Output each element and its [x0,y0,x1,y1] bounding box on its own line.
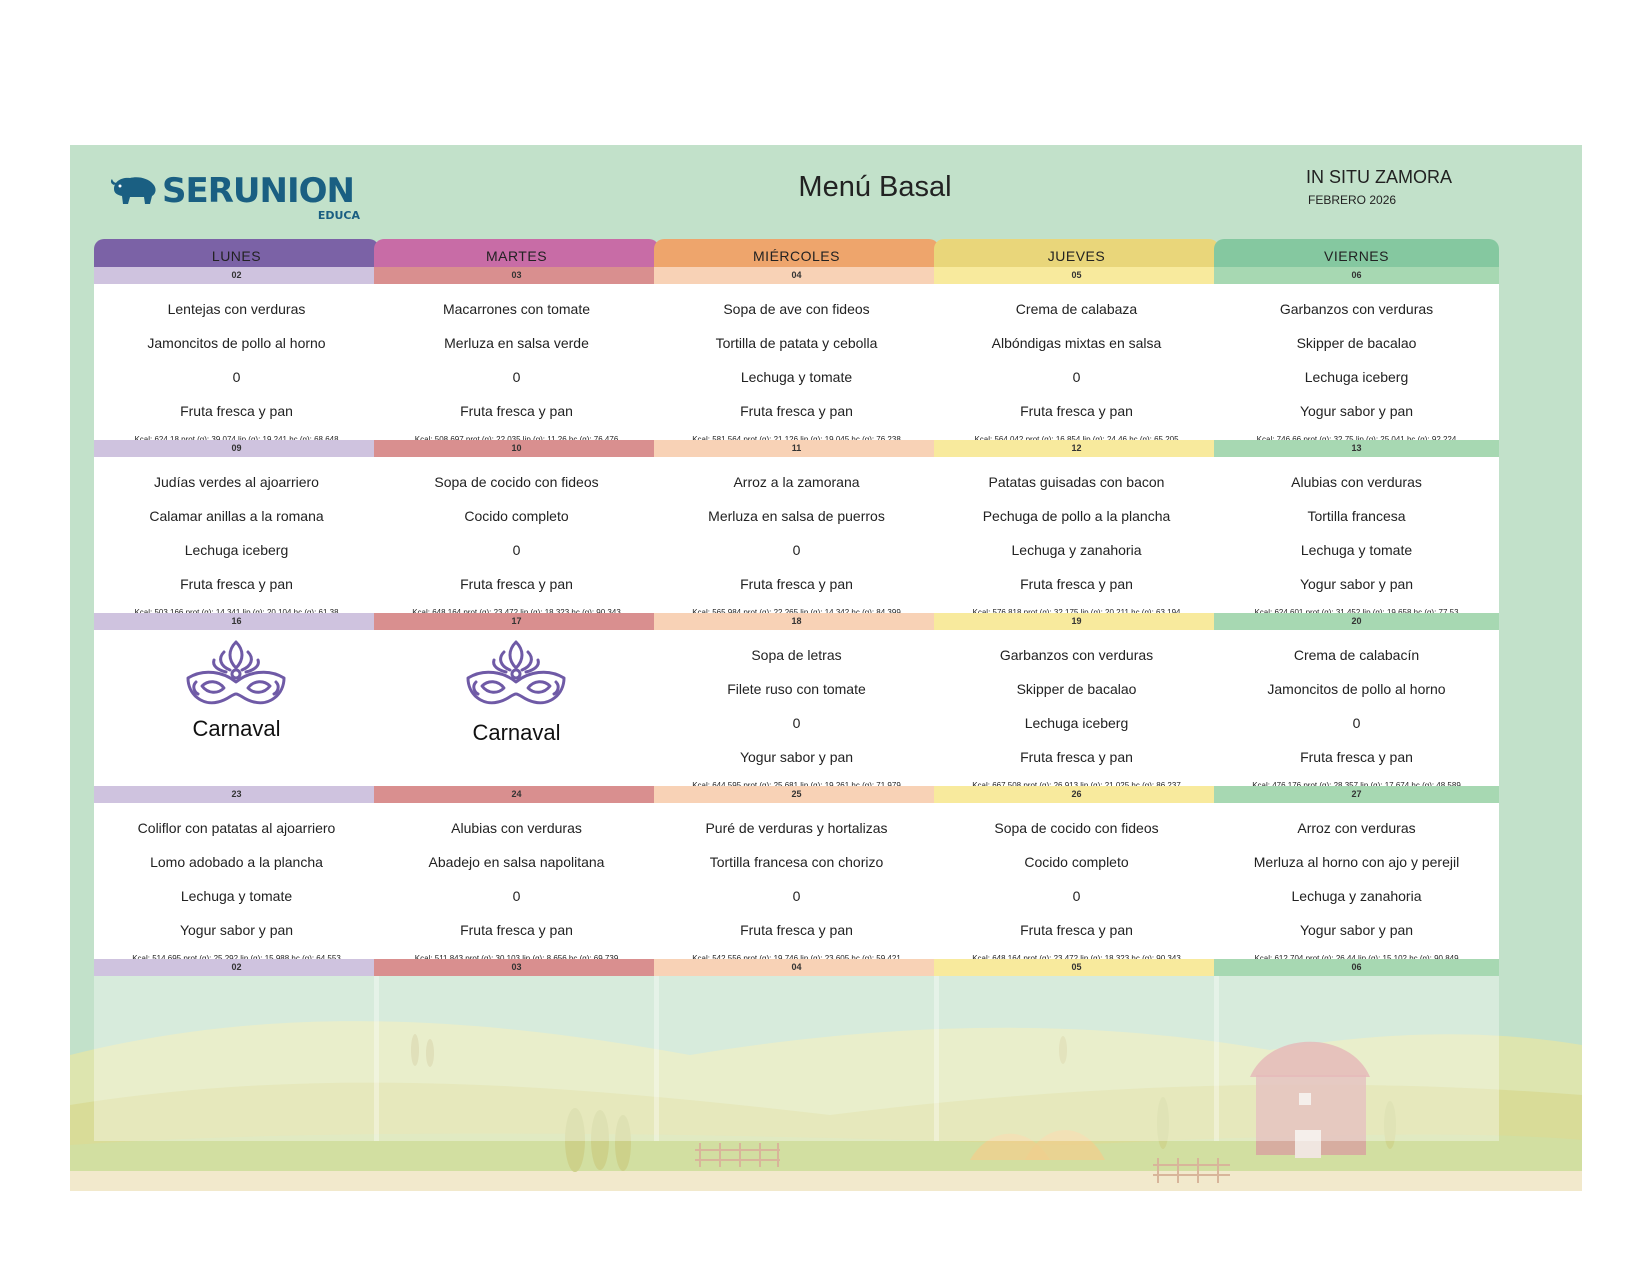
dish-line: Yogur sabor y pan [1299,403,1414,419]
day-column-4 [1214,239,1499,1179]
dish-line: Fruta fresca y pan [460,576,573,592]
cell-body [94,457,379,622]
dish-line: Macarrones con tomate [442,301,591,317]
menu-cell [934,613,1219,795]
cell-date: 13 [1214,440,1499,457]
dish-line: Alubias con verduras [1291,474,1422,490]
menu-cell [94,613,379,795]
cell-body [934,284,1219,449]
dish-line: Lechuga iceberg [1024,715,1129,731]
cell-date: 03 [374,959,659,976]
dish-line: Garbanzos con verduras [1279,301,1434,317]
menu-cell [94,959,379,1141]
dish-line: Merluza al horno con ajo y perejil [1253,854,1460,870]
menu-cell [374,959,659,1141]
dish-line: 0 [792,715,801,731]
cell-body [1214,630,1499,795]
bison-icon [110,175,158,207]
serunion-logo [110,169,360,221]
dish-line: 0 [1072,369,1081,385]
dish-line: Tortilla francesa con chorizo [709,854,884,870]
empty-cell-body [654,976,939,1141]
dish-line: Jamoncitos de pollo al horno [147,335,326,351]
menu-cell [1214,786,1499,968]
day-column-3 [934,239,1219,1179]
cell-body [654,457,939,622]
menu-cell [934,440,1219,622]
cell-date: 06 [1214,267,1499,284]
menu-cell [934,959,1219,1141]
empty-cell-body [1214,976,1499,1141]
menu-cell [1214,440,1499,622]
day-header: MIÉRCOLES [654,239,939,267]
cell-date: 04 [654,959,939,976]
cell-body [934,803,1219,968]
cell-date: 06 [1214,959,1499,976]
dish-line: Filete ruso con tomate [727,681,866,697]
dish-line: Puré de verduras y hortalizas [705,820,888,836]
cell-date: 23 [94,786,379,803]
day-header: VIERNES [1214,239,1499,267]
cell-body [934,630,1219,795]
dish-line: Crema de calabacín [1293,647,1420,663]
menu-cell [654,786,939,968]
dish-line: Fruta fresca y pan [740,922,853,938]
holiday-block [94,630,379,795]
dish-line: Cocido completo [1024,854,1129,870]
dish-line: Lechuga y tomate [740,369,853,385]
cell-date: 27 [1214,786,1499,803]
dish-line: 0 [1072,888,1081,904]
dish-line: Sopa de cocido con fideos [994,820,1159,836]
cell-date: 17 [374,613,659,630]
brand-subtitle: EDUCA [317,209,360,222]
dish-line: Fruta fresca y pan [740,403,853,419]
day-header: MARTES [374,239,659,267]
menu-cell [654,613,939,795]
cell-date: 09 [94,440,379,457]
brand-name: SERUNION [162,171,354,211]
cell-body [374,803,659,968]
day-column-0 [94,239,379,1179]
empty-cell-body [94,976,379,1141]
dish-line: Fruta fresca y pan [180,403,293,419]
dish-line: Lechuga y tomate [1300,542,1413,558]
page-title: Menú Basal [798,171,952,203]
dish-line: Fruta fresca y pan [740,576,853,592]
dish-line: 0 [792,888,801,904]
cell-body [654,630,939,795]
dish-line: Fruta fresca y pan [460,403,573,419]
menu-cell [934,786,1219,968]
dish-line: 0 [512,542,521,558]
cell-date: 02 [94,959,379,976]
cell-body [94,803,379,968]
dish-line: 0 [232,369,241,385]
dish-line: Arroz a la zamorana [733,474,860,490]
dish-line: Skipper de bacalao [1016,681,1137,697]
cell-date: 02 [94,267,379,284]
menu-cell [94,440,379,622]
dish-line: 0 [512,369,521,385]
dish-line: Lechuga iceberg [1304,369,1409,385]
cell-body [654,284,939,449]
dish-line: Abadejo en salsa napolitana [428,854,605,870]
holiday-label: Carnaval [192,716,281,741]
center-name: IN SITU ZAMORA [1306,167,1453,187]
dish-line: Pechuga de pollo a la plancha [982,508,1171,524]
menu-cell [94,786,379,968]
cell-body [374,630,659,795]
dish-line: Fruta fresca y pan [1020,922,1133,938]
dish-line: Jamoncitos de pollo al horno [1267,681,1446,697]
dish-line: Patatas guisadas con bacon [988,474,1165,490]
dish-line: Fruta fresca y pan [1300,749,1413,765]
dish-line: Lechuga y tomate [180,888,293,904]
dish-line: 0 [1352,715,1361,731]
dish-line: Tortilla francesa [1307,508,1406,524]
cell-body [374,457,659,622]
menu-cell [654,440,939,622]
cell-date: 04 [654,267,939,284]
empty-cell-body [374,976,659,1141]
cell-date: 25 [654,786,939,803]
dish-line: Alubias con verduras [451,820,582,836]
dish-line: Merluza en salsa verde [444,335,589,351]
dish-line: Fruta fresca y pan [180,576,293,592]
holiday-label: Carnaval [472,720,561,745]
day-column-2 [654,239,939,1179]
day-header: JUEVES [934,239,1219,267]
dish-line: Fruta fresca y pan [1020,749,1133,765]
cell-body [94,284,379,449]
dish-line: Sopa de letras [751,647,842,663]
dish-line: Skipper de bacalao [1296,335,1417,351]
dish-line: Yogur sabor y pan [179,922,294,938]
dish-line: Lechuga y zanahoria [1291,888,1422,904]
day-header: LUNES [94,239,379,267]
menu-cell [374,440,659,622]
dish-line: Fruta fresca y pan [1020,576,1133,592]
dish-line: Judías verdes al ajoarriero [154,474,319,490]
cell-body [1214,803,1499,968]
menu-cell [94,267,379,449]
dish-line: Sopa de ave con fideos [723,301,870,317]
menu-cell [1214,959,1499,1141]
empty-cell-body [934,976,1219,1141]
dish-line: Crema de calabaza [1015,301,1138,317]
menu-cell [374,613,659,795]
dish-line: Lentejas con verduras [167,301,306,317]
cell-date: 26 [934,786,1219,803]
cell-date: 19 [934,613,1219,630]
dish-line: Lechuga iceberg [184,542,289,558]
cell-body [1214,284,1499,449]
cell-date: 10 [374,440,659,457]
dish-line: Garbanzos con verduras [999,647,1154,663]
cell-date: 20 [1214,613,1499,630]
dish-line: Yogur sabor y pan [1299,922,1414,938]
cell-date: 18 [654,613,939,630]
cell-date: 05 [934,267,1219,284]
cell-body [1214,457,1499,622]
cell-body [654,803,939,968]
menu-cell [654,959,939,1141]
cell-date: 24 [374,786,659,803]
dish-line: Sopa de cocido con fideos [434,474,599,490]
dish-line: Lechuga y zanahoria [1011,542,1142,558]
cell-body [374,284,659,449]
dish-line: Fruta fresca y pan [460,922,573,938]
dish-line: Fruta fresca y pan [1020,403,1133,419]
cell-date: 16 [94,613,379,630]
menu-cell [654,267,939,449]
dish-line: Lomo adobado a la plancha [150,854,323,870]
dish-line: Coliflor con patatas al ajoarriero [137,820,336,836]
cell-body [94,630,379,795]
dish-line: 0 [792,542,801,558]
cell-date: 11 [654,440,939,457]
month-label: FEBRERO 2026 [1308,193,1397,207]
day-column-1 [374,239,659,1179]
dish-line: Cocido completo [464,508,569,524]
holiday-block [374,630,659,795]
menu-cell [1214,267,1499,449]
cell-date: 05 [934,959,1219,976]
cell-date: 03 [374,267,659,284]
carnival-mask-icon [464,638,568,710]
menu-frame [70,145,1582,1191]
dish-line: Albóndigas mixtas en salsa [991,335,1162,351]
cell-body [934,457,1219,622]
dish-line: Merluza en salsa de puerros [708,508,885,524]
menu-cell [934,267,1219,449]
dish-line: Calamar anillas a la romana [149,508,324,524]
dish-line: Yogur sabor y pan [739,749,854,765]
dish-line: Yogur sabor y pan [1299,576,1414,592]
carnival-mask-icon [184,638,288,710]
menu-cell [374,786,659,968]
dish-line: 0 [512,888,521,904]
dish-line: Arroz con verduras [1297,820,1416,836]
dish-line: Tortilla de patata y cebolla [715,335,878,351]
menu-cell [1214,613,1499,795]
cell-date: 12 [934,440,1219,457]
menu-cell [374,267,659,449]
